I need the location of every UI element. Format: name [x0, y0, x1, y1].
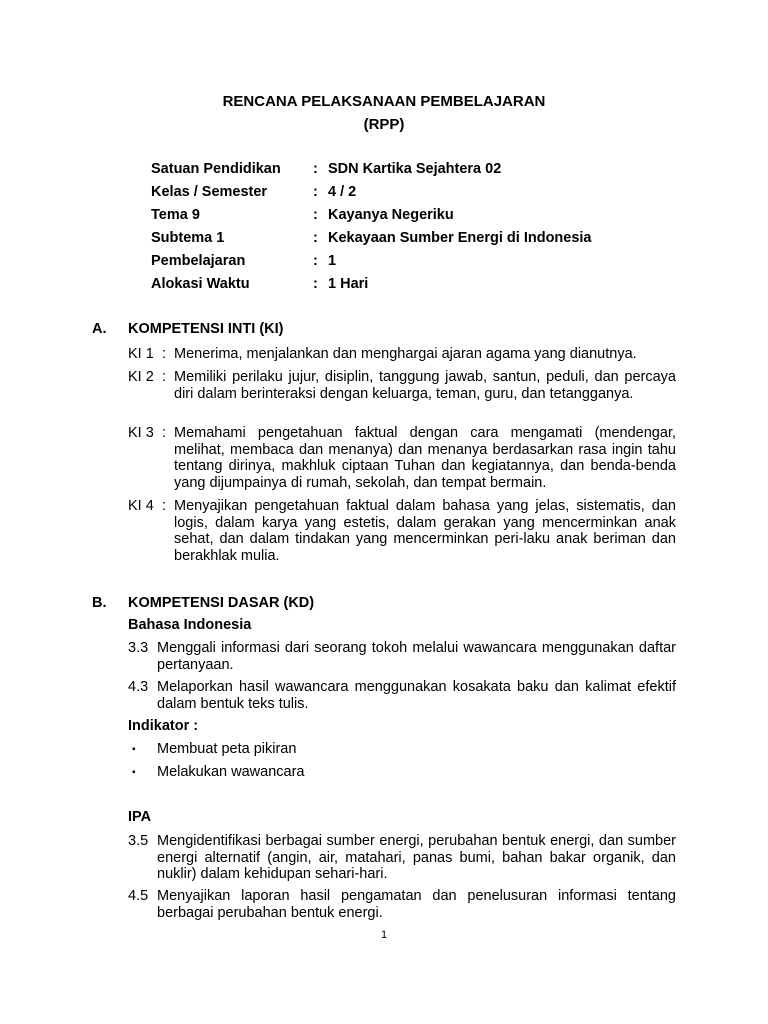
subject-heading: IPA	[128, 809, 152, 825]
kd-text: Menyajikan laporan hasil pengamatan dan penelusuran informasi tentang berbagai perubahan bentuk energi.	[157, 888, 676, 921]
identity-label: Tema 9	[151, 207, 200, 223]
bullet-icon: ▪	[132, 744, 136, 755]
ki-code: KI 1	[128, 346, 154, 362]
kd-text: Mengidentifikasi berbagai sumber energi, perubahan bentuk energi, dan sumber energi alternatif (angin, air, matahari, panas bumi, bahan bakar organik, dan nuklir) dalam kehidupan sehari-hari.	[157, 833, 676, 883]
section-a-heading: KOMPETENSI INTI (KI)	[128, 321, 284, 337]
identity-separator: :	[313, 161, 318, 177]
ki-text: Memahami pengetahuan faktual dengan cara mengamati (mendengar, melihat, membaca dan menanya) dan menanya berdasarkan rasa ingin tahu tentang dirinya, makhluk ciptaan Tuhan dan kegiatannya, dan benda-benda yang dijumpainya di rumah, sekolah, dan tempat bermain.	[174, 425, 676, 491]
indicator-label: Indikator :	[128, 718, 199, 734]
page-number: 1	[381, 929, 388, 941]
section-b-letter: B.	[92, 595, 107, 611]
identity-label: Alokasi Waktu	[151, 276, 250, 292]
ki-separator: :	[162, 425, 167, 441]
identity-value: Kayanya Negeriku	[328, 207, 454, 223]
identity-separator: :	[313, 207, 318, 223]
kd-number: 3.5	[128, 833, 149, 849]
identity-separator: :	[313, 276, 318, 292]
bullet-icon: ▪	[132, 767, 136, 778]
ki-text: Menyajikan pengetahuan faktual dalam bahasa yang jelas, sistematis, dan logis, dalam karya yang estetis, dalam gerakan yang mencerminkan anak sehat, dan dalam tindakan yang mencerminkan peri-laku anak beriman dan berakhlak mulia.	[174, 498, 676, 564]
ki-text: Menerima, menjalankan dan menghargai ajaran agama yang dianutnya.	[174, 346, 637, 362]
identity-separator: :	[313, 184, 318, 200]
ki-separator: :	[162, 498, 167, 514]
kd-number: 3.3	[128, 640, 149, 656]
ki-code: KI 2	[128, 369, 154, 385]
ki-text: Memiliki perilaku jujur, disiplin, tanggung jawab, santun, peduli, dan percaya diri dalam berinteraksi dengan keluarga, teman, guru, dan tetangganya.	[174, 369, 676, 402]
identity-value: SDN Kartika Sejahtera 02	[328, 161, 502, 177]
identity-label: Satuan Pendidikan	[151, 161, 281, 177]
identity-value: 1 Hari	[328, 276, 369, 292]
identity-value: Kekayaan Sumber Energi di Indonesia	[328, 230, 592, 246]
identity-label: Subtema 1	[151, 230, 225, 246]
identity-label: Pembelajaran	[151, 253, 246, 269]
ki-separator: :	[162, 346, 167, 362]
kd-text: Menggali informasi dari seorang tokoh melalui wawancara menggunakan daftar pertanyaan.	[157, 640, 676, 673]
identity-separator: :	[313, 253, 318, 269]
ki-separator: :	[162, 369, 167, 385]
identity-value: 4 / 2	[328, 184, 357, 200]
document-title: RENCANA PELAKSANAAN PEMBELAJARAN	[222, 93, 546, 110]
subject-heading: Bahasa Indonesia	[128, 617, 252, 633]
ki-code: KI 3	[128, 425, 154, 441]
identity-value: 1	[328, 253, 337, 269]
indicator-text: Melakukan wawancara	[157, 764, 305, 780]
section-a-letter: A.	[92, 321, 107, 337]
indicator-text: Membuat peta pikiran	[157, 741, 297, 757]
identity-separator: :	[313, 230, 318, 246]
kd-number: 4.5	[128, 888, 149, 904]
kd-number: 4.3	[128, 679, 149, 695]
kd-text: Melaporkan hasil wawancara menggunakan kosakata baku dan kalimat efektif dalam bentuk teks tulis.	[157, 679, 676, 712]
ki-code: KI 4	[128, 498, 154, 514]
section-b-heading: KOMPETENSI DASAR (KD)	[128, 595, 315, 611]
document-subtitle: (RPP)	[363, 116, 405, 133]
identity-label: Kelas / Semester	[151, 184, 268, 200]
